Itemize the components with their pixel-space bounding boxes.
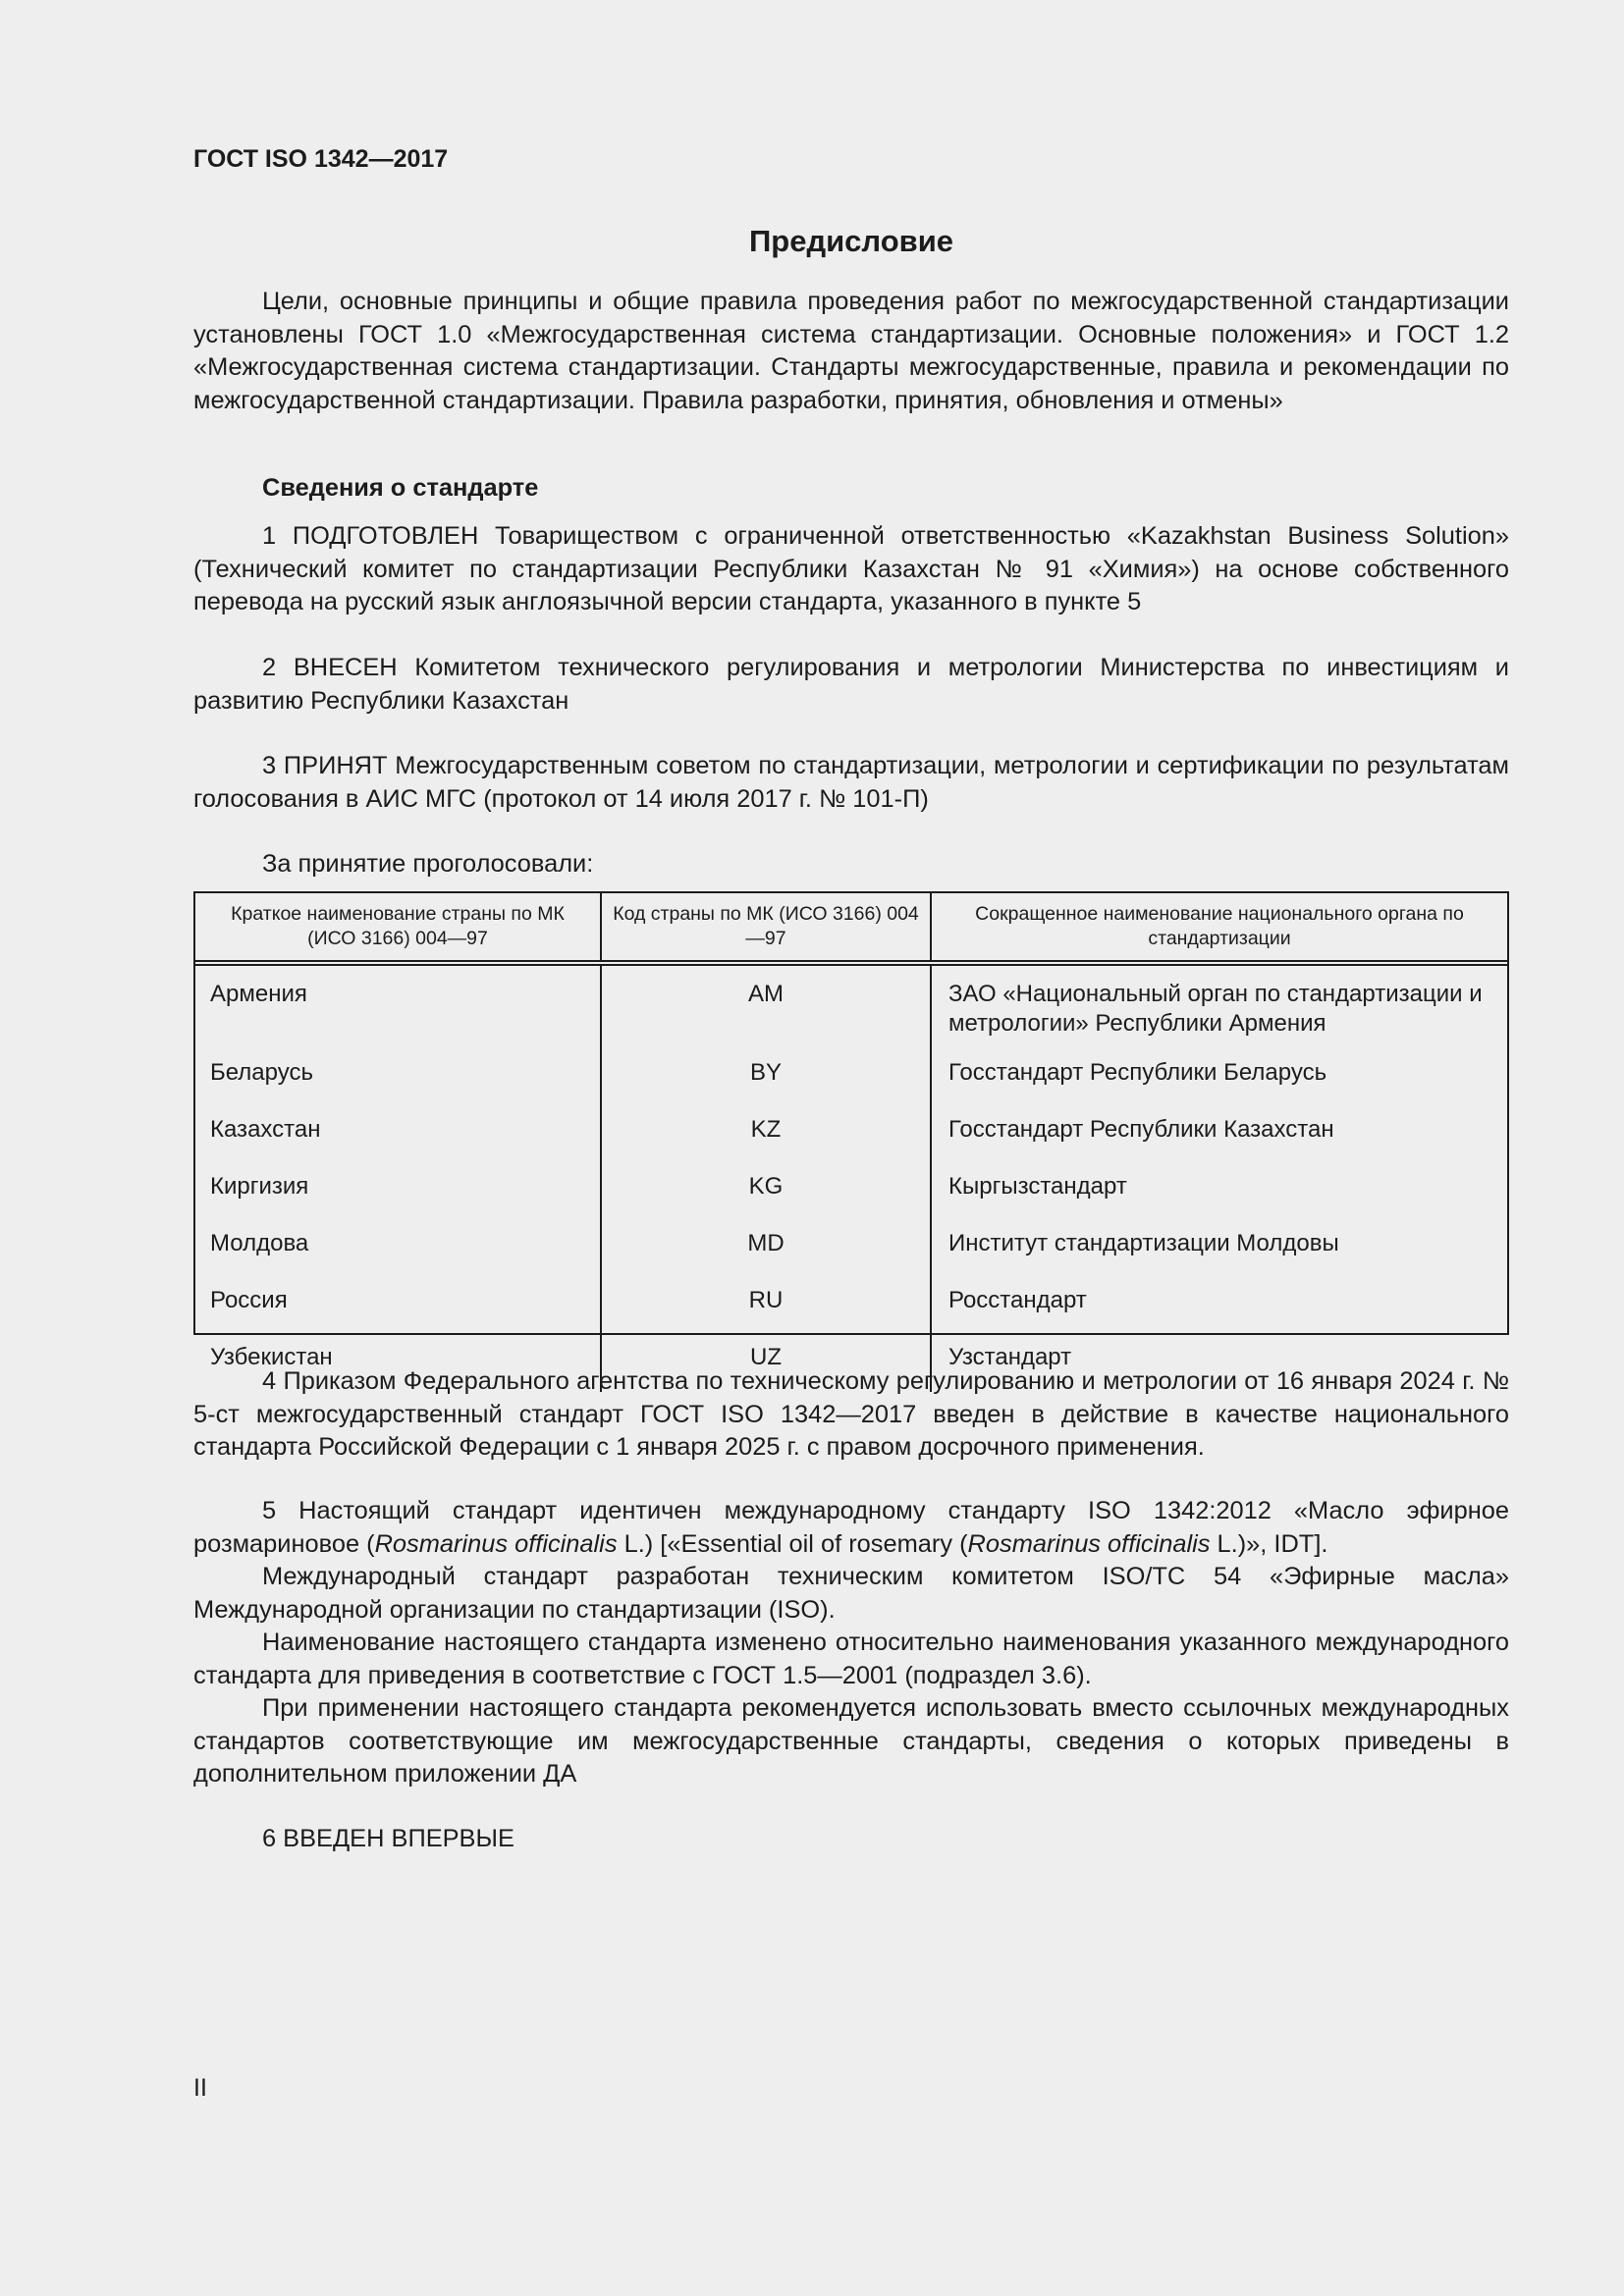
code-cell: KZ xyxy=(601,1107,931,1164)
table-row xyxy=(195,963,1507,1050)
country-cell: Узбекистан xyxy=(195,1335,601,1392)
country-cell: Молдова xyxy=(195,1221,601,1278)
code-cell: AM xyxy=(601,963,931,1050)
authority-cell: Госстандарт Республики Казахстан xyxy=(948,1116,1334,1143)
code-cell: MD xyxy=(601,1221,931,1278)
table-row xyxy=(195,1221,1507,1278)
latin-name: Rosmarinus officinalis xyxy=(967,1529,1211,1558)
table-row xyxy=(195,1107,1507,1164)
column-header-authority: Сокращенное наименование национального органа по стандартизации xyxy=(975,903,1464,949)
item-5-paragraph xyxy=(193,1495,1509,1561)
item-4-paragraph: 4 Приказом Федерального агентства по техническому регулированию и метрологии от 16 января 2024 г. № 5-ст межгосударственный стандарт ГОСТ ISO 1342—2017 введен в действие в качестве национального стандарта Российской Федерации с 1 января 2025 г. с правом досрочного применения. xyxy=(193,1367,1509,1461)
item-5-text-b: L.) [«Essential oil of rosemary ( xyxy=(617,1529,968,1558)
authority-cell: Госстандарт Республики Беларусь xyxy=(948,1059,1327,1086)
page-number: II xyxy=(193,2074,207,2102)
column-header-code: Код страны по МК (ИСО 3166) 004—97 xyxy=(601,893,931,963)
table-row xyxy=(195,1050,1507,1107)
authority-cell: Узстандарт xyxy=(948,1344,1072,1370)
authority-cell: Институт стандартизации Молдовы xyxy=(948,1230,1339,1256)
latin-name: Rosmarinus officinalis xyxy=(374,1529,618,1558)
authority-cell: Кыргызстандарт xyxy=(948,1173,1127,1200)
item-5-developer-paragraph: Международный стандарт разработан техническим комитетом ISO/TC 54 «Эфирные масла» Международной организации по стандартизации (ISO). xyxy=(193,1563,1509,1624)
country-cell: Киргизия xyxy=(195,1164,601,1221)
item-5-references-paragraph: При применении настоящего стандарта рекомендуется использовать вместо ссылочных международных стандартов соответствующие им межгосударственные стандарты, сведения о которых приведены в дополнительном приложении ДА xyxy=(193,1694,1509,1788)
table-header-row xyxy=(195,893,1507,963)
section-heading: Сведения о стандарте xyxy=(262,474,539,502)
page-title: Предисловие xyxy=(748,224,953,258)
item-5-text-a: 5 Настоящий стандарт идентичен международному стандарту ISO 1342:2012 «Масло эфирное розмариновое ( xyxy=(193,1497,1509,1558)
authority-cell: Росстандарт xyxy=(948,1287,1087,1313)
code-cell: BY xyxy=(601,1050,931,1107)
member-states-table xyxy=(193,891,1509,1370)
voted-label: За принятие проголосовали: xyxy=(262,850,594,878)
item-5-name-change-paragraph: Наименование настоящего стандарта изменено относительно наименования указанного международного стандарта для приведения в соответствие с ГОСТ 1.5—2001 (подраздел 3.6). xyxy=(193,1629,1509,1689)
item-3-paragraph: 3 ПРИНЯТ Межгосударственным советом по стандартизации, метрологии и сертификации по результатам голосования в АИС МГС (протокол от 14 июля 2017 г. № 101-П) xyxy=(193,752,1509,813)
table-row xyxy=(195,1278,1507,1335)
document-code: ГОСТ ISO 1342—2017 xyxy=(193,145,449,173)
country-cell: Россия xyxy=(195,1278,601,1335)
item-6-paragraph: 6 ВВЕДЕН ВПЕРВЫЕ xyxy=(262,1825,514,1852)
code-cell: RU xyxy=(601,1278,931,1335)
intro-paragraph: Цели, основные принципы и общие правила проведения работ по межгосударственной стандартизации установлены ГОСТ 1.0 «Межгосударственная система стандартизации. Основные положения» и ГОСТ 1.2 «Межгосударственная система стандартизации. Стандарты межгосударственные, правила и рекомендации по межгосударственной стандартизации. Правила разработки, принятия, обновления и отмены» xyxy=(193,288,1509,414)
country-cell: Казахстан xyxy=(195,1107,601,1164)
code-cell: KG xyxy=(601,1164,931,1221)
authority-cell: ЗАО «Национальный орган по стандартизации и метрологии» Республики Армения xyxy=(948,981,1483,1037)
item-2-paragraph: 2 ВНЕСЕН Комитетом технического регулирования и метрологии Министерства по инвестициям и развитию Республики Казахстан xyxy=(193,654,1509,715)
table-row xyxy=(195,1164,1507,1221)
country-cell: Армения xyxy=(195,963,601,1050)
item-1-paragraph: 1 ПОДГОТОВЛЕН Товариществом с ограниченной ответственностью «Kazakhstan Business Solution» (Технический комитет по стандартизации Республики Казахстан № 91 «Химия») на основе собственного перевода на русский язык англоязычной версии стандарта, указанного в пункте 5 xyxy=(193,522,1509,615)
code-cell: UZ xyxy=(601,1335,931,1392)
column-header-country: Краткое наименование страны по МК (ИСО 3166) 004—97 xyxy=(195,893,601,963)
country-cell: Беларусь xyxy=(195,1050,601,1107)
item-5-text-c: L.)», IDT]. xyxy=(1210,1529,1328,1558)
